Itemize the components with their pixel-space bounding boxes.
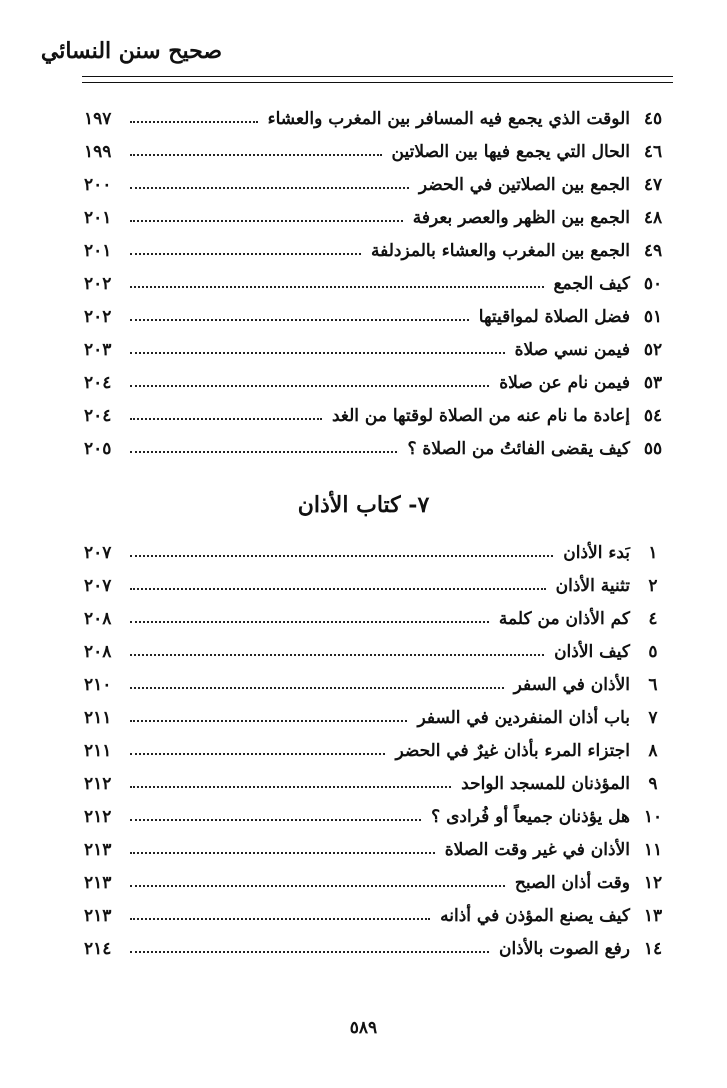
toc-entry bbox=[84, 569, 676, 602]
toc-entry-page: ٢٠٠ bbox=[84, 174, 112, 195]
toc-entry-title: إعادة ما نام عنه من الصلاة لوقتها من الغد bbox=[331, 405, 630, 426]
dot-leader bbox=[130, 252, 361, 255]
toc-entry bbox=[84, 668, 676, 701]
toc-entry bbox=[84, 333, 676, 366]
dot-leader bbox=[130, 686, 504, 689]
toc-entry bbox=[84, 866, 676, 899]
toc-entry-page: ٢١٢ bbox=[84, 773, 112, 794]
toc-entry-number: ٤٧ bbox=[643, 174, 663, 195]
dot-leader bbox=[130, 417, 322, 420]
dot-leader bbox=[130, 120, 258, 123]
toc-entry-number: ٥١ bbox=[643, 306, 663, 327]
toc-entry bbox=[84, 635, 676, 668]
toc-entry-title: اجتزاء المرء بأذان غيرٌ في الحضر bbox=[395, 740, 630, 761]
dot-leader bbox=[130, 450, 397, 453]
toc-entry-page: ٢٠٨ bbox=[84, 608, 112, 629]
toc-entry-number: ٨ bbox=[648, 740, 658, 761]
header-rule-top bbox=[82, 76, 673, 77]
toc-entry bbox=[84, 399, 676, 432]
toc-entry-title: الأذان في السفر bbox=[513, 674, 630, 695]
dot-leader bbox=[130, 186, 409, 189]
toc-entry-page: ٢١٣ bbox=[84, 872, 112, 893]
toc-entry bbox=[84, 602, 676, 635]
toc-entry-page: ٢١٠ bbox=[84, 674, 112, 695]
toc-entry bbox=[84, 767, 676, 800]
toc-entry-number: ١٢ bbox=[643, 872, 663, 893]
toc-entry-page: ٢٠٤ bbox=[84, 405, 112, 426]
toc-entry bbox=[84, 734, 676, 767]
toc-entry-page: ٢١٤ bbox=[84, 938, 112, 959]
toc-entry bbox=[84, 899, 676, 932]
dot-leader bbox=[130, 219, 403, 222]
toc-entry-title: كيف يصنع المؤذن في أذانه bbox=[440, 905, 630, 926]
toc-entry-number: ١٣ bbox=[643, 905, 663, 926]
dot-leader bbox=[130, 917, 430, 920]
header-rule-bottom bbox=[82, 82, 673, 83]
toc-entry-page: ٢٠١ bbox=[84, 207, 112, 228]
toc-entry bbox=[84, 536, 676, 569]
toc-entry-page: ١٩٩ bbox=[84, 141, 112, 162]
dot-leader bbox=[130, 653, 544, 656]
toc-entry bbox=[84, 833, 676, 866]
toc-entry-title: باب أذان المنفردين في السفر bbox=[417, 707, 630, 728]
toc-entry-title: كيف يقضى الفائتُ من الصلاة ؟ bbox=[407, 438, 630, 459]
toc-entry bbox=[84, 932, 676, 965]
toc-entry-number: ٥٢ bbox=[643, 339, 663, 360]
toc-entry-page: ٢٠٢ bbox=[84, 273, 112, 294]
page-number: ٥٨٩ bbox=[349, 1018, 378, 1038]
toc-entry bbox=[84, 366, 676, 399]
dot-leader bbox=[130, 153, 382, 156]
dot-leader bbox=[130, 587, 546, 590]
dot-leader bbox=[130, 851, 435, 854]
toc-entry bbox=[84, 701, 676, 734]
toc-entry-page: ٢٠٢ bbox=[84, 306, 112, 327]
toc-entry-title: الجمع بين الظهر والعصر بعرفة bbox=[412, 207, 630, 228]
toc-entry bbox=[84, 201, 676, 234]
toc-entry-title: فيمن نام عن صلاة bbox=[499, 372, 630, 393]
toc-entry-number: ٤٩ bbox=[643, 240, 663, 261]
toc-entry-title: الجمع بين الصلاتين في الحضر bbox=[418, 174, 630, 195]
toc-section-adhan bbox=[84, 536, 676, 965]
dot-leader bbox=[130, 752, 385, 755]
toc-entry-title: الأذان في غير وقت الصلاة bbox=[444, 839, 630, 860]
toc-entry-title: وقت أذان الصبح bbox=[514, 872, 630, 893]
toc-entry-page: ٢٠٧ bbox=[84, 575, 112, 596]
toc-entry-title: كيف الجمع bbox=[553, 273, 630, 294]
dot-leader bbox=[130, 884, 505, 887]
toc-entry-page: ٢١١ bbox=[84, 740, 112, 761]
toc-entry-page: ٢٠٤ bbox=[84, 372, 112, 393]
toc-entry-page: ٢٠٨ bbox=[84, 641, 112, 662]
dot-leader bbox=[130, 719, 407, 722]
toc-entry-number: ٥٣ bbox=[643, 372, 663, 393]
toc-entry bbox=[84, 102, 676, 135]
toc-entry-title: بَدء الأذان bbox=[563, 542, 630, 563]
dot-leader bbox=[130, 950, 489, 953]
toc-entry-number: ٤ bbox=[648, 608, 658, 629]
toc-entry-number: ٤٦ bbox=[643, 141, 663, 162]
toc-entry-number: ١٤ bbox=[643, 938, 663, 959]
toc-entry-title: الحال التي يجمع فيها بين الصلاتين bbox=[391, 141, 630, 162]
toc-entry-title: المؤذنان للمسجد الواحد bbox=[461, 773, 630, 794]
toc-entry-number: ٢ bbox=[648, 575, 658, 596]
toc-entry-title: كم الأذان من كلمة bbox=[498, 608, 630, 629]
toc-entry-page: ٢٠١ bbox=[84, 240, 112, 261]
toc-entry-number: ١ bbox=[648, 542, 658, 563]
toc-entry bbox=[84, 300, 676, 333]
toc-entry-number: ٤٨ bbox=[643, 207, 663, 228]
dot-leader bbox=[130, 285, 544, 288]
toc-entry-number: ١١ bbox=[643, 839, 663, 860]
toc-entry-title: الجمع بين المغرب والعشاء بالمزدلفة bbox=[371, 240, 630, 261]
toc-entry-title: رفع الصوت بالأذان bbox=[498, 938, 630, 959]
dot-leader bbox=[130, 384, 489, 387]
toc-entry bbox=[84, 800, 676, 833]
toc-entry-number: ٧ bbox=[648, 707, 658, 728]
dot-leader bbox=[130, 351, 505, 354]
toc-entry-page: ٢٠٧ bbox=[84, 542, 112, 563]
toc-entry-page: ٢١١ bbox=[84, 707, 112, 728]
section-heading: ٧- كتاب الأذان bbox=[297, 492, 430, 518]
toc-entry-page: ٢١٢ bbox=[84, 806, 112, 827]
toc-entry-page: ٢١٣ bbox=[84, 839, 112, 860]
toc-entry-page: ٢٠٣ bbox=[84, 339, 112, 360]
toc-entry-title: هل يؤذنان جميعاً أو فُرادى ؟ bbox=[431, 806, 630, 827]
toc-entry bbox=[84, 234, 676, 267]
toc-entry bbox=[84, 168, 676, 201]
toc-entry-title: تثنية الأذان bbox=[555, 575, 630, 596]
dot-leader bbox=[130, 818, 421, 821]
dot-leader bbox=[130, 785, 451, 788]
toc-entry bbox=[84, 135, 676, 168]
toc-entry-title: فيمن نسي صلاة bbox=[514, 339, 630, 360]
toc-entry-title: كيف الأذان bbox=[554, 641, 630, 662]
toc-entry bbox=[84, 432, 676, 465]
toc-entry-title: فضل الصلاة لمواقيتها bbox=[478, 306, 630, 327]
toc-entry-number: ٥٠ bbox=[643, 273, 663, 294]
toc-entry-page: ٢٠٥ bbox=[84, 438, 112, 459]
toc-entry-title: الوقت الذي يجمع فيه المسافر بين المغرب والعشاء bbox=[267, 108, 630, 129]
toc-entry-number: ١٠ bbox=[643, 806, 663, 827]
toc-entry-number: ٥ bbox=[648, 641, 658, 662]
toc-section-prayer-times bbox=[84, 102, 676, 465]
toc-entry-number: ٤٥ bbox=[643, 108, 663, 129]
toc-entry-number: ٩ bbox=[648, 773, 658, 794]
toc-entry-number: ٥٥ bbox=[643, 438, 663, 459]
toc-entry-number: ٥٤ bbox=[643, 405, 663, 426]
toc-entry-page: ٢١٣ bbox=[84, 905, 112, 926]
running-header-title: صحيح سنن النسائي bbox=[40, 38, 222, 64]
dot-leader bbox=[130, 620, 489, 623]
toc-entry-page: ١٩٧ bbox=[84, 108, 112, 129]
toc-entry-number: ٦ bbox=[648, 674, 658, 695]
toc-entry bbox=[84, 267, 676, 300]
dot-leader bbox=[130, 318, 469, 321]
dot-leader bbox=[130, 554, 553, 557]
